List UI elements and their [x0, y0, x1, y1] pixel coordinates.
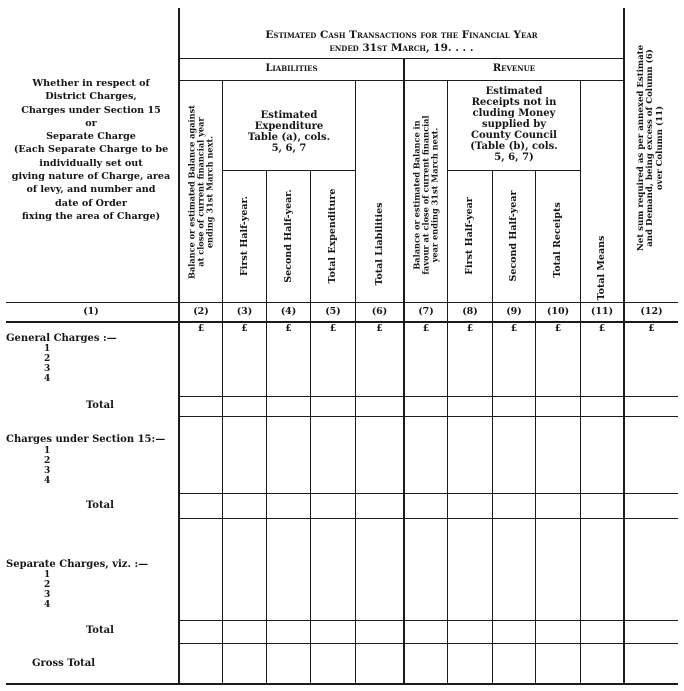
rec-line: County Council	[471, 130, 557, 141]
list-item: 1	[44, 344, 51, 354]
col10-header: Total Receipts	[551, 202, 563, 278]
currency-mark: £	[598, 324, 606, 334]
liabilities-heading: Liabilities	[265, 63, 318, 74]
col8-header: First Half-year	[463, 197, 475, 275]
col-number-2: (2)	[193, 306, 209, 317]
exp-line: Expenditure	[254, 121, 324, 132]
rec-line: supplied by	[481, 119, 547, 130]
col-number-12: (12)	[640, 306, 663, 317]
list-item: 3	[44, 364, 51, 374]
rule-total1-bottom	[178, 416, 678, 417]
col12-header-line: and Demand, being excess of Column (6)	[645, 49, 656, 247]
col1-header-line: Separate Charge	[46, 131, 136, 143]
rule-c4-right	[310, 170, 311, 684]
rule-col11-right	[623, 8, 625, 684]
rule-rec-bottom	[447, 170, 580, 171]
col-number-7: (7)	[418, 306, 434, 317]
section-general-charges-total: Total	[86, 400, 114, 411]
col1-header-line: of levy, and number and	[26, 184, 156, 196]
rule-liab-rev-divider	[403, 58, 405, 684]
list-item: 1	[44, 446, 51, 456]
rec-line: Estimated	[485, 86, 543, 97]
section-general-charges-title: General Charges :—	[6, 333, 117, 344]
col-number-8: (8)	[462, 306, 478, 317]
form-title	[180, 29, 623, 55]
currency-mark: £	[466, 324, 474, 334]
list-item: 1	[44, 570, 51, 580]
col1-header-line: Charges under Section 15	[21, 104, 161, 116]
col-number-9: (9)	[506, 306, 522, 317]
col-number-3: (3)	[236, 306, 253, 317]
rule-col1-right	[178, 8, 180, 684]
list-item: 4	[44, 374, 51, 384]
section-charges-s15-title: Charges under Section 15:—	[6, 434, 166, 445]
currency-mark: £	[376, 324, 383, 334]
exp-line: Table (a), cols.	[247, 132, 331, 143]
rule-exp-bottom	[222, 170, 355, 171]
col1-header-line: District Charges,	[45, 91, 137, 103]
col12-header-line: Net sum required as per annexed Estimate	[635, 44, 646, 252]
rule-total2-bottom	[178, 518, 678, 519]
rec-line: (Table (b), cols.	[470, 141, 558, 152]
list-item: 2	[44, 456, 51, 466]
rule-colnum-bottom	[6, 321, 678, 323]
rule-title-bottom	[178, 58, 624, 59]
rule-group-bottom	[178, 80, 624, 81]
list-item: 4	[44, 600, 51, 610]
col4-header: Second Half-year.	[282, 189, 294, 283]
rule-c3-right	[266, 170, 267, 684]
rule-total1-top	[178, 396, 678, 397]
col-number-10: (10)	[546, 306, 570, 317]
exp-line: 5, 6, 7	[271, 143, 307, 154]
section-general-charges-items	[44, 344, 50, 384]
col7-header-line: year ending 31st March next.	[429, 127, 440, 263]
col1-header-line: individually set out	[39, 157, 143, 169]
list-item: 2	[44, 580, 51, 590]
col5-header: Total Expenditure	[326, 188, 338, 284]
col1-header	[4, 77, 178, 223]
col1-header-line: Whether in respect of	[32, 78, 150, 89]
currency-mark: £	[510, 324, 518, 334]
revenue-heading: Revenue	[492, 63, 536, 74]
col-number-5: (5)	[325, 306, 341, 317]
col1-header-line: or	[85, 117, 97, 129]
currency-mark: £	[554, 324, 562, 334]
currency-mark: £	[285, 324, 292, 334]
rule-total2-top	[178, 493, 678, 494]
section-separate-charges-items	[44, 570, 50, 610]
estimated-expenditure-heading	[223, 110, 355, 154]
form-title-line1: Estimated Cash Transactions for the Financial Year	[265, 29, 538, 41]
col-number-1: (1)	[83, 306, 99, 317]
rule-header-bottom	[6, 302, 678, 303]
estimated-receipts-heading	[448, 86, 580, 163]
list-item: 2	[44, 354, 51, 364]
col2-header-line: ending 31st March next.	[204, 135, 215, 249]
col7-header-line: Balance or estimated Balance in	[411, 120, 422, 270]
form-title-line2: ended 31st March, 19. . . .	[329, 42, 474, 54]
rule-total3-bottom	[178, 643, 678, 644]
currency-mark: £	[422, 324, 430, 334]
list-item: 3	[44, 466, 51, 476]
col-number-11: (11)	[590, 306, 614, 317]
rule-c10-right	[580, 80, 581, 684]
col1-header-line: fixing the area of Charge)	[21, 210, 161, 222]
col7-header	[412, 115, 439, 274]
rule-total3-top	[178, 620, 678, 621]
col7-header-line: favour at close of current financial	[420, 115, 431, 275]
col12-header-line: over Column (11)	[654, 105, 665, 191]
exp-line: Estimated	[260, 110, 318, 121]
col-number-6: (6)	[371, 306, 388, 317]
rec-line: Receipts not in	[471, 97, 557, 108]
section-separate-charges-total: Total	[86, 625, 114, 636]
currency-mark: £	[648, 324, 655, 334]
rec-line: 5, 6, 7)	[494, 152, 534, 163]
rec-line: cluding Money	[472, 108, 556, 119]
section-charges-s15-items	[44, 446, 50, 486]
col9-header: Second Half-year	[507, 190, 519, 282]
list-item: 3	[44, 590, 51, 600]
col1-header-line: giving nature of Charge, area	[11, 171, 171, 183]
col2-header-line: at close of current financial year	[195, 117, 206, 267]
rule-bottom	[6, 683, 678, 685]
col2-header-line: Balance or estimated Balance against	[186, 105, 197, 279]
currency-mark: £	[197, 324, 205, 334]
col-number-4: (4)	[280, 306, 297, 317]
rule-c8-right	[492, 170, 493, 684]
col6-header: Total Liabilities	[373, 202, 385, 286]
col12-header	[637, 45, 665, 251]
col3-header: First Half-year.	[238, 196, 250, 276]
currency-mark: £	[241, 324, 248, 334]
col2-header	[187, 105, 214, 279]
currency-mark: £	[329, 324, 337, 334]
list-item: 4	[44, 476, 51, 486]
col11-header: Total Means	[595, 235, 607, 301]
gross-total-label: Gross Total	[32, 658, 96, 669]
col1-header-line: date of Order	[55, 197, 127, 209]
section-charges-s15-total: Total	[86, 500, 114, 511]
rule-c5-right	[355, 80, 356, 684]
rule-c9-right	[535, 170, 536, 684]
col1-header-line: (Each Separate Charge to be	[13, 144, 169, 156]
section-separate-charges-title: Separate Charges, viz. :—	[6, 559, 149, 570]
